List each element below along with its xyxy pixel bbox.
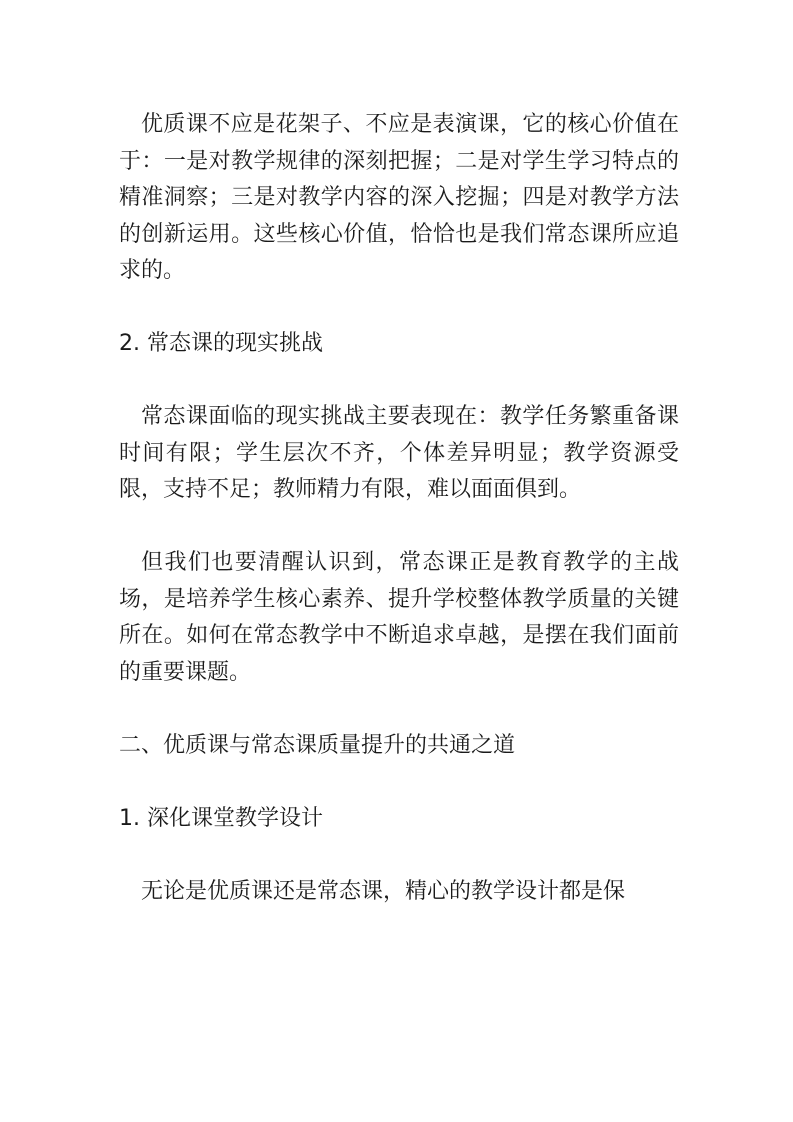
document-body (119, 107, 679, 947)
paragraph-core-value: 优质课不应是花架子、不应是表演课，它的核心价值在于：一是对教学规律的深刻把握；二是对学生学习特点的精准洞察；三是对教学内容的深入挖掘；四是对教学方法的创新运用。这些核心价值，恰恰也是我们常态课所应追求的。 (119, 112, 679, 283)
paragraph-teaching-design: 无论是优质课还是常态课，精心的教学设计都是保 (141, 878, 626, 904)
chapter-heading-common-path: 二、优质课与常态课质量提升的共通之道 (119, 732, 516, 758)
paragraph-main-battlefield: 但我们也要清醒认识到，常态课正是教育教学的主战场，是培养学生核心素养、提升学校整体教学质量的关键所在。如何在常态教学中不断追求卓越，是摆在我们面前的重要课题。 (119, 550, 679, 685)
paragraph-real-challenges: 常态课面临的现实挑战主要表现在：教学任务繁重备课时间有限；学生层次不齐，个体差异明显；教学资源受限，支持不足；教师精力有限，难以面面俱到。 (119, 404, 679, 502)
section-heading-deepen-design: 1. 深化课堂教学设计 (119, 805, 323, 831)
section-heading-daily-lesson-challenges: 2. 常态课的现实挑战 (119, 331, 323, 356)
